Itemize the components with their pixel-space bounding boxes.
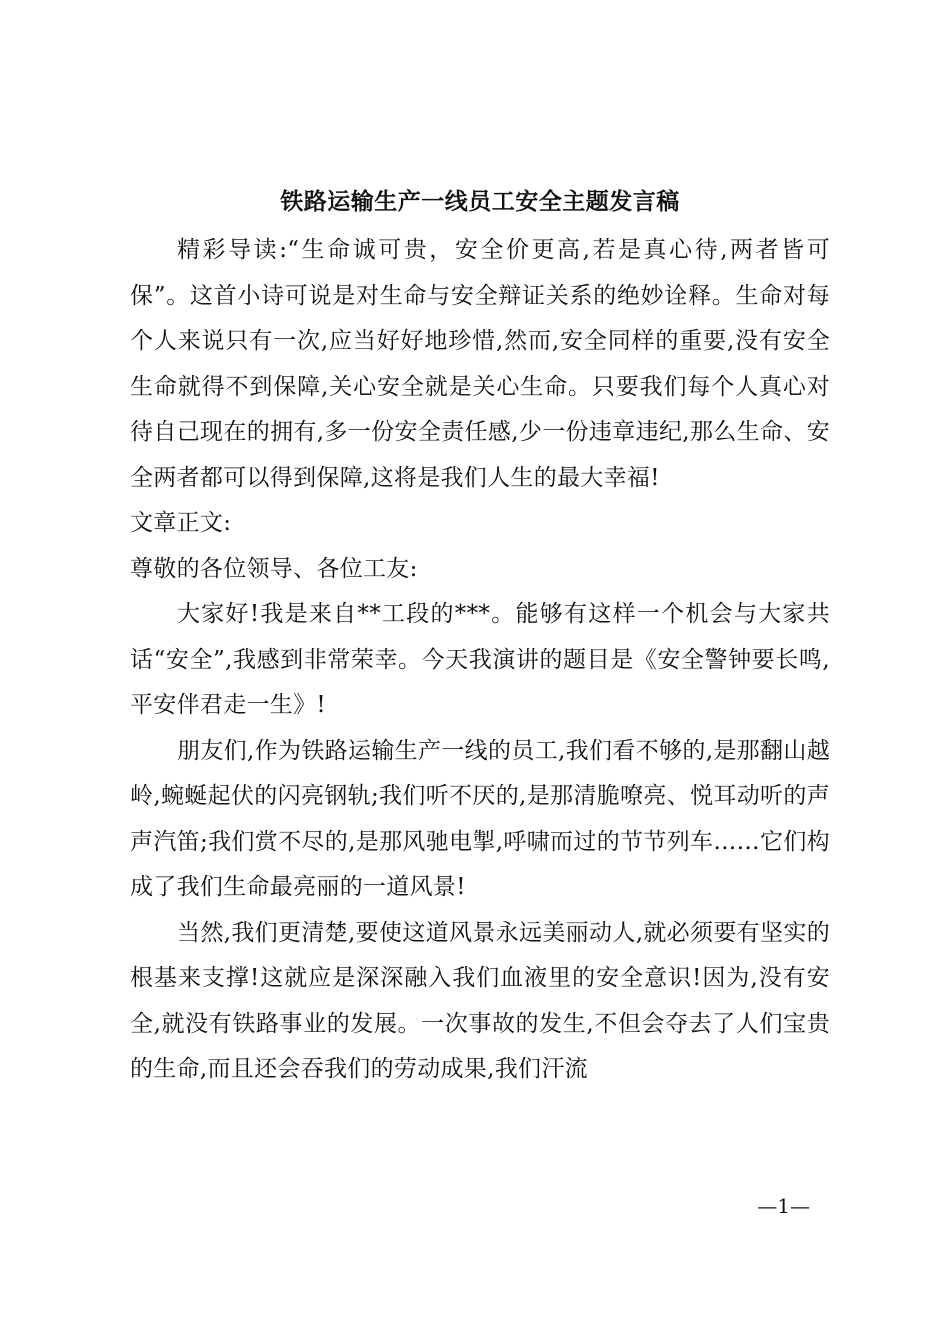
- body-paragraph: 朋友们,作为铁路运输生产一线的员工,我们看不够的,是那翻山越岭,蜿蜒起伏的闪亮钢轨;我们听不厌的,是那清脆嘹亮、悦耳动听的声声汽笛;我们赏不尽的,是那风驰电掣,呼啸而过的节节列车……它们构成了我们生命最亮丽的一道风景!: [130, 737, 830, 900]
- body-paragraph: 当然,我们更清楚,要使这道风景永远美丽动人,就必须要有坚实的根基来支撑!这就应是深深融入我们血液里的安全意识!因为,没有安全,就没有铁路事业的发展。一次事故的发生,不但会夺去了人们宝贵的生命,而且还会吞我们的劳动成果,我们汗流: [130, 919, 830, 1082]
- section-label: 文章正文:: [130, 510, 232, 536]
- document-body: [130, 228, 830, 1093]
- body-paragraph: 大家好!我是来自**工段的***。能够有这样一个机会与大家共话“安全”,我感到非常荣幸。今天我演讲的题目是《安全警钟要长鸣,平安伴君走一生》!: [130, 601, 830, 718]
- intro-paragraph: 精彩导读:“生命诚可贵，安全价更高,若是真心待,两者皆可保”。这首小诗可说是对生命与安全辩证关系的绝妙诠释。生命对每个人来说只有一次,应当好好地珍惜,然而,安全同样的重要,没有安全生命就得不到保障,关心安全就是关心生命。只要我们每个人真心对待自己现在的拥有,多一份安全责任感,少一份违章违纪,那么生命、安全两者都可以得到保障,这将是我们人生的最大幸福!: [130, 237, 830, 491]
- document-title: 铁路运输生产一线员工安全主题发言稿: [280, 188, 680, 215]
- page-number: —1—: [757, 1194, 810, 1218]
- salutation: 尊敬的各位领导、各位工友:: [130, 555, 418, 582]
